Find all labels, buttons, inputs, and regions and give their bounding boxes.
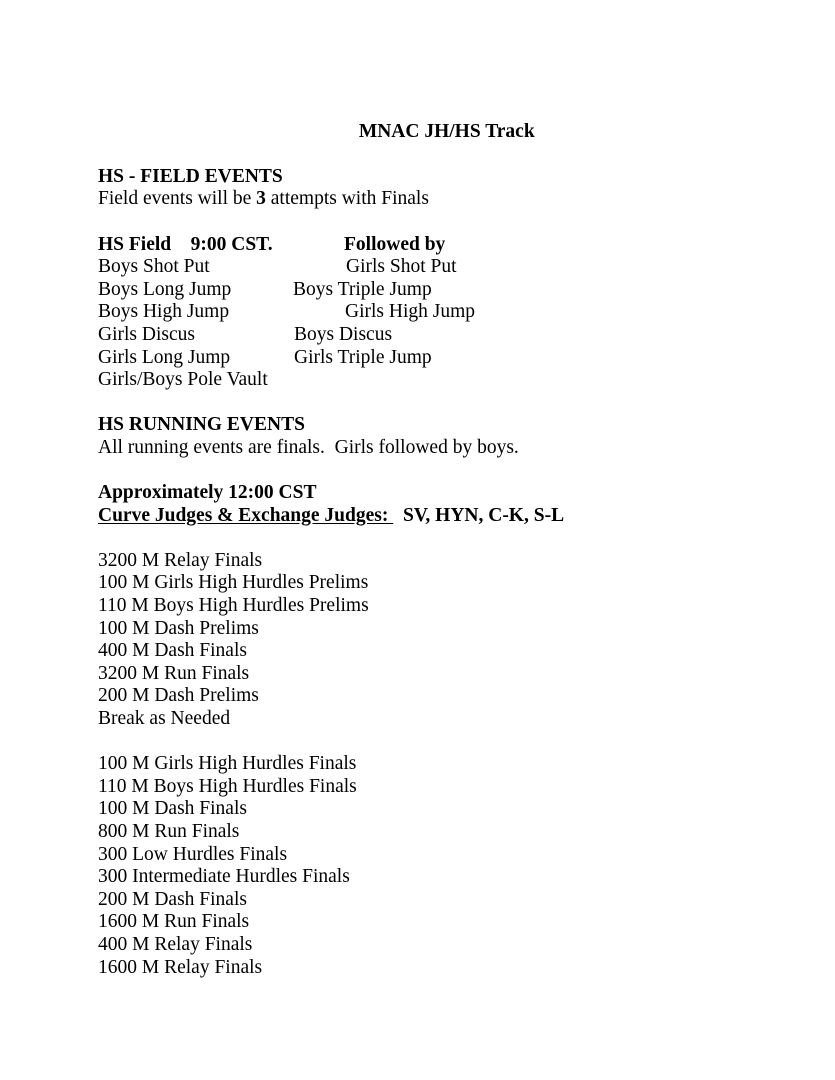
spacer-5 bbox=[98, 731, 758, 754]
judges-line bbox=[98, 505, 758, 528]
field-event-row bbox=[98, 369, 758, 392]
field-events-rows bbox=[98, 256, 758, 392]
judges-value: SV, HYN, C-K, S-L bbox=[393, 504, 565, 526]
field-event-left: Boys Shot Put bbox=[98, 256, 210, 278]
field-events-note-prefix: Field events will be bbox=[98, 188, 257, 210]
field-event-row bbox=[98, 347, 758, 370]
running-event-item: 100 M Dash Finals bbox=[98, 798, 247, 820]
field-event-left: Boys Long Jump bbox=[98, 278, 232, 300]
running-event-item: 1600 M Relay Finals bbox=[98, 956, 263, 978]
field-event-right: Boys Triple Jump bbox=[293, 278, 432, 300]
field-event-left: Girls/Boys Pole Vault bbox=[98, 369, 268, 391]
judges-label: Curve Judges & Exchange Judges: bbox=[98, 504, 394, 526]
running-events-block-two bbox=[98, 753, 758, 979]
running-event-item: 3200 M Run Finals bbox=[98, 662, 250, 684]
running-events-heading: HS RUNNING EVENTS bbox=[98, 414, 305, 436]
field-event-row bbox=[98, 301, 758, 324]
running-event-item: 110 M Boys High Hurdles Finals bbox=[98, 775, 357, 797]
running-event-item: 200 M Dash Finals bbox=[98, 888, 247, 910]
field-event-right: Girls Shot Put bbox=[346, 256, 457, 278]
running-event-item: 100 M Girls High Hurdles Finals bbox=[98, 753, 357, 775]
running-event-item: 400 M Relay Finals bbox=[98, 933, 253, 955]
document-title-text: MNAC JH/HS Track bbox=[358, 120, 535, 142]
running-events-block-one bbox=[98, 550, 758, 731]
running-event-item: Break as Needed bbox=[98, 708, 231, 730]
spacer-4 bbox=[98, 527, 758, 550]
running-event-item: 200 M Dash Prelims bbox=[98, 685, 259, 707]
running-event-item: 1600 M Run Finals bbox=[98, 911, 250, 933]
field-events-note bbox=[98, 188, 758, 211]
field-schedule-header-right: Followed by bbox=[344, 233, 446, 255]
running-event-item: 400 M Dash Finals bbox=[98, 640, 247, 662]
spacer-1 bbox=[98, 211, 758, 234]
running-event-item: 800 M Run Finals bbox=[98, 821, 240, 842]
field-schedule-header bbox=[98, 234, 758, 257]
field-event-right: Girls Triple Jump bbox=[294, 346, 432, 368]
approx-time-heading: Approximately 12:00 CST bbox=[98, 482, 317, 504]
running-event-item: 110 M Boys High Hurdles Prelims bbox=[98, 595, 369, 617]
document-body bbox=[98, 98, 758, 979]
running-event-item: 100 M Girls High Hurdles Prelims bbox=[98, 572, 369, 594]
field-events-note-suffix: attempts with Finals bbox=[265, 188, 429, 210]
running-event-item: 3200 M Relay Finals bbox=[98, 549, 263, 571]
field-event-left: Girls Discus bbox=[98, 323, 195, 345]
field-event-row bbox=[98, 324, 758, 347]
field-schedule-header-left: HS Field 9:00 CST. bbox=[98, 233, 273, 255]
running-event-item: 100 M Dash Prelims bbox=[98, 617, 259, 639]
field-event-row bbox=[98, 279, 758, 302]
field-event-row bbox=[98, 256, 758, 279]
running-events-note: All running events are finals. Girls followed by boys. bbox=[98, 436, 519, 458]
field-events-attempts-count: 3 bbox=[256, 188, 266, 210]
running-event-item: 300 Intermediate Hurdles Finals bbox=[98, 866, 350, 888]
field-events-heading: HS - FIELD EVENTS bbox=[98, 165, 283, 187]
document-title bbox=[98, 98, 758, 166]
spacer-2 bbox=[98, 392, 758, 415]
field-event-left: Boys High Jump bbox=[98, 301, 230, 323]
field-event-right: Girls High Jump bbox=[345, 301, 476, 323]
spacer-3 bbox=[98, 460, 758, 483]
field-event-left: Girls Long Jump bbox=[98, 346, 231, 368]
field-event-right: Boys Discus bbox=[294, 323, 393, 345]
running-event-item: 300 Low Hurdles Finals bbox=[98, 843, 288, 865]
